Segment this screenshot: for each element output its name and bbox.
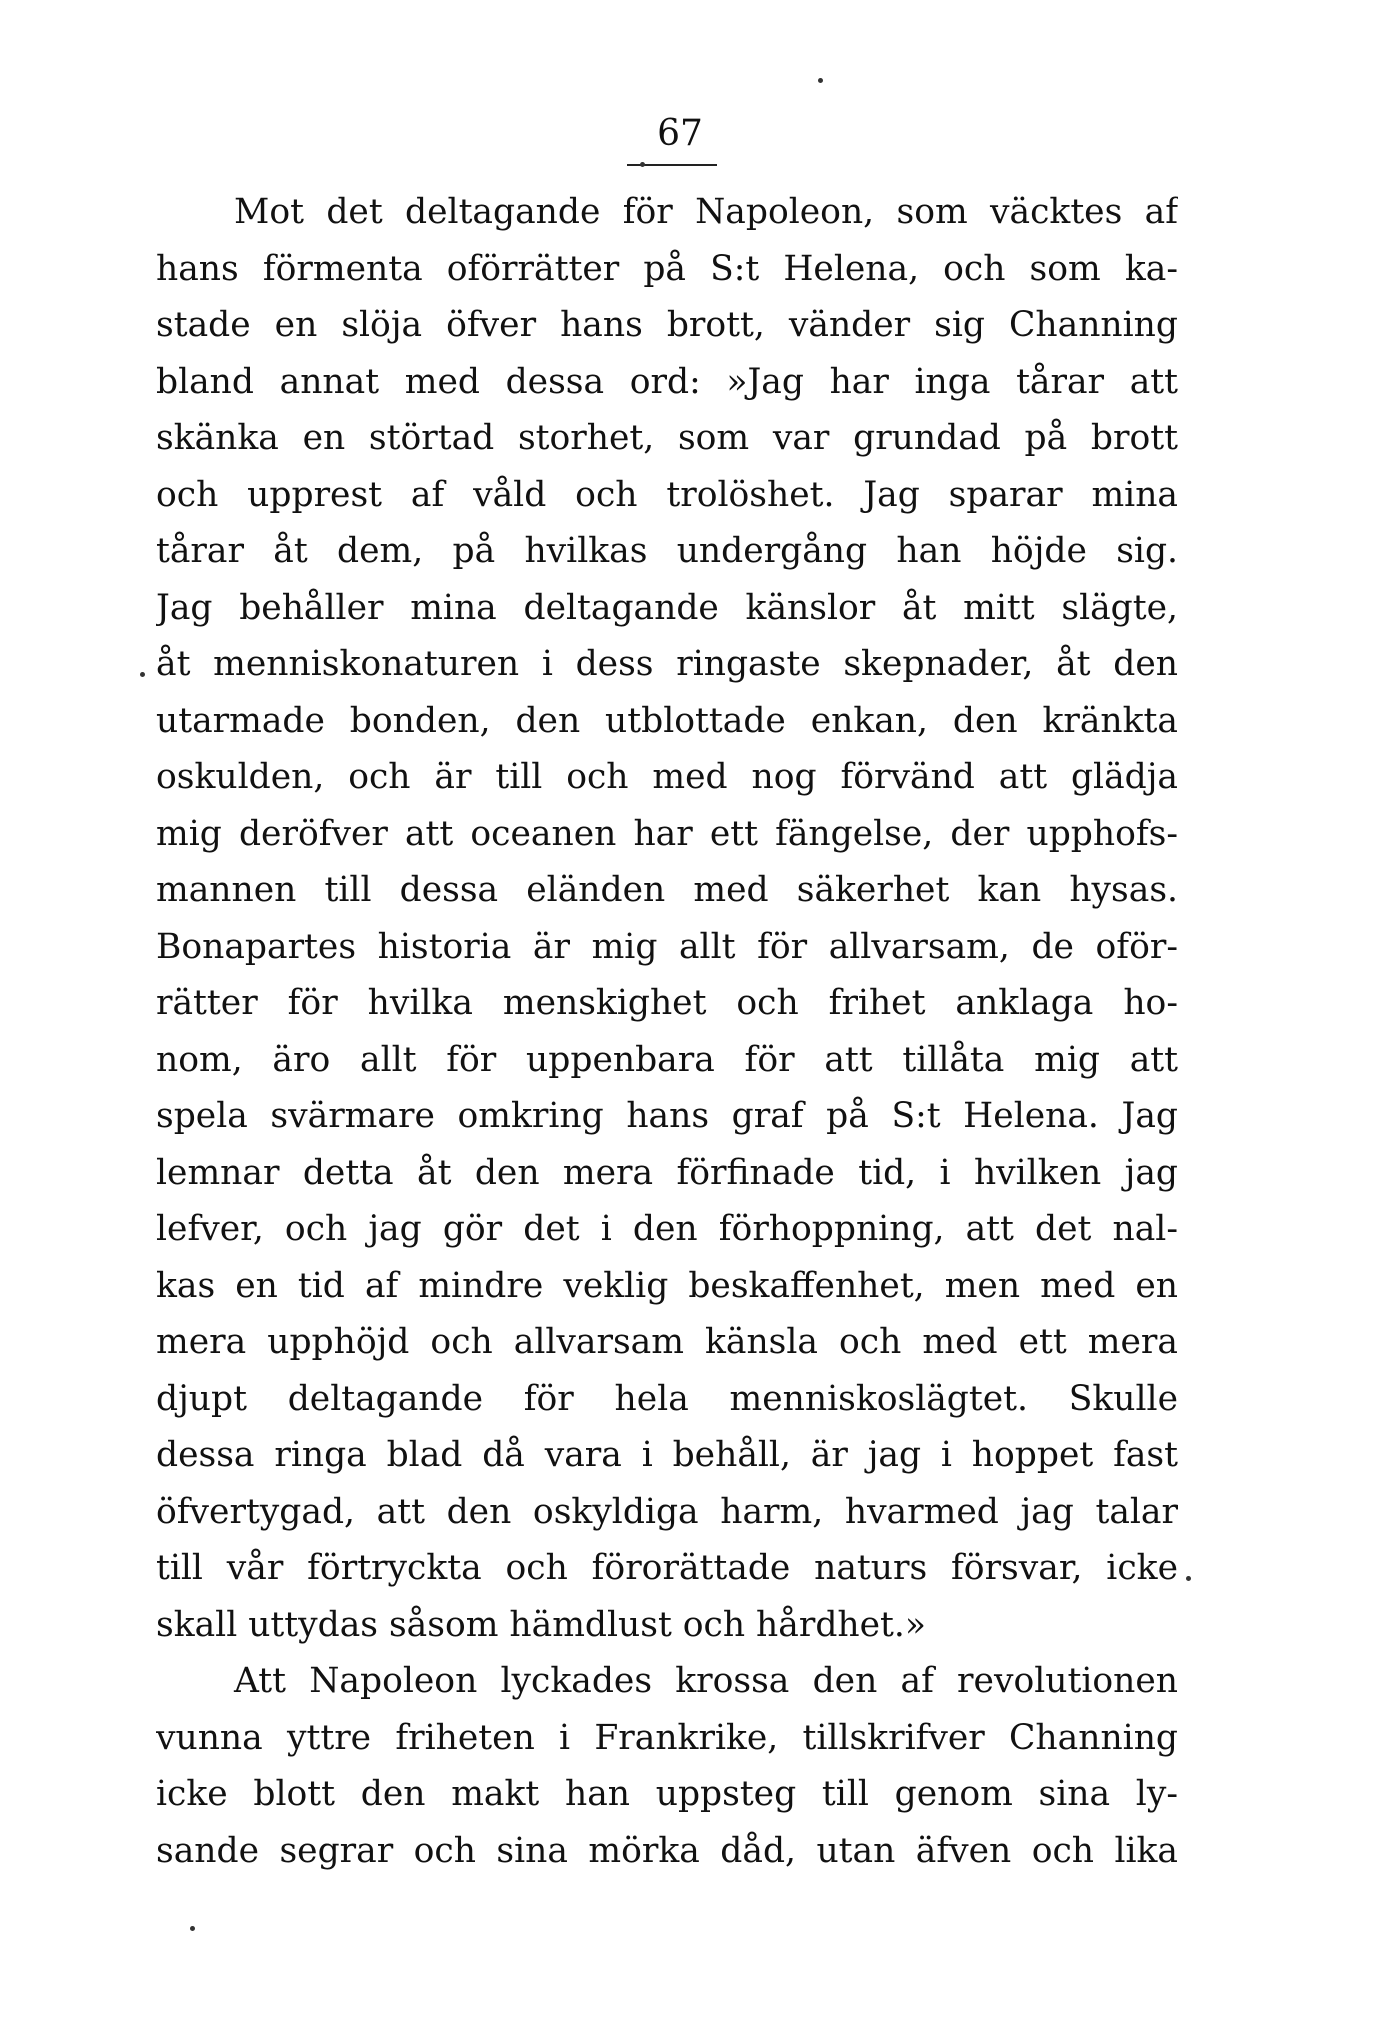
ink-speck [818, 78, 823, 83]
text-line: nom, äro allt för uppenbara för att tillåta mig att [156, 1039, 1178, 1080]
text-line: Jag behåller mina deltagande känslor åt mitt slägte, [156, 587, 1178, 628]
text-line: icke blott den makt han uppsteg till genom sina ly- [156, 1774, 1178, 1814]
text-line: stade en slöja öfver hans brott, vänder sig Channing [156, 305, 1178, 345]
text-line: mannen till dessa eländen med säkerhet kan hysas. [156, 870, 1178, 910]
text-line: spela svärmare omkring hans graf på S:t Helena. Jag [156, 1096, 1178, 1136]
text-line: Bonapartes historia är mig allt för allvarsam, de oför- [156, 926, 1178, 967]
text-line: tårar åt dem, på hvilkas undergång han höjde sig. [156, 531, 1178, 571]
text-line: och upprest af våld och trolöshet. Jag sparar mina [156, 474, 1178, 515]
text-line: Att Napoleon lyckades krossa den af revolutionen [234, 1661, 1178, 1701]
text-line: lefver, och jag gör det i den förhoppning, att det nal- [156, 1209, 1178, 1249]
text-line: bland annat med dessa ord: »Jag har inga tårar att [156, 361, 1178, 402]
text-line: hans förmenta oförrätter på S:t Helena, och som ka- [156, 248, 1178, 289]
text-line: till vår förtryckta och förorättade naturs försvar, icke [156, 1548, 1178, 1588]
text-line: skall uttydas såsom hämdlust och hårdhet.» [156, 1604, 927, 1645]
ink-speck [140, 672, 145, 677]
page-number: 67 [657, 113, 703, 154]
text-line: kas en tid af mindre veklig beskaffenhet, men med en [156, 1265, 1178, 1306]
text-line: oskulden, och är till och med nog förvänd att glädja [156, 757, 1178, 797]
text-line: utarmade bonden, den utblottade enkan, den kränkta [156, 700, 1178, 741]
text-line: djupt deltagande för hela menniskoslägtet. Skulle [156, 1378, 1178, 1419]
body-text [156, 184, 1178, 1879]
text-line: skänka en störtad storhet, som var grundad på brott [156, 418, 1178, 458]
text-line: mera upphöjd och allvarsam känsla och med ett mera [156, 1322, 1178, 1362]
ink-speck [640, 162, 645, 167]
text-line: lemnar detta åt den mera förfinade tid, i hvilken jag [156, 1152, 1178, 1193]
ink-speck [190, 1926, 195, 1931]
text-line: sande segrar och sina mörka dåd, utan äfven och lika [156, 1830, 1178, 1871]
text-line: åt menniskonaturen i dess ringaste skepnader, åt den [156, 644, 1178, 684]
text-line: mig deröfver att oceanen har ett fängelse, der upphofs- [156, 813, 1178, 854]
ink-speck [1186, 1576, 1191, 1581]
text-line: Mot det deltagande för Napoleon, som väcktes af [234, 192, 1178, 232]
text-line: vunna yttre friheten i Frankrike, tillskrifver Channing [156, 1717, 1178, 1758]
text-line: dessa ringa blad då vara i behåll, är jag i hoppet fast [156, 1435, 1178, 1475]
text-line: öfvertygad, att den oskyldiga harm, hvarmed jag talar [156, 1491, 1178, 1532]
text-line: rätter för hvilka menskighet och frihet anklaga ho- [156, 983, 1178, 1023]
